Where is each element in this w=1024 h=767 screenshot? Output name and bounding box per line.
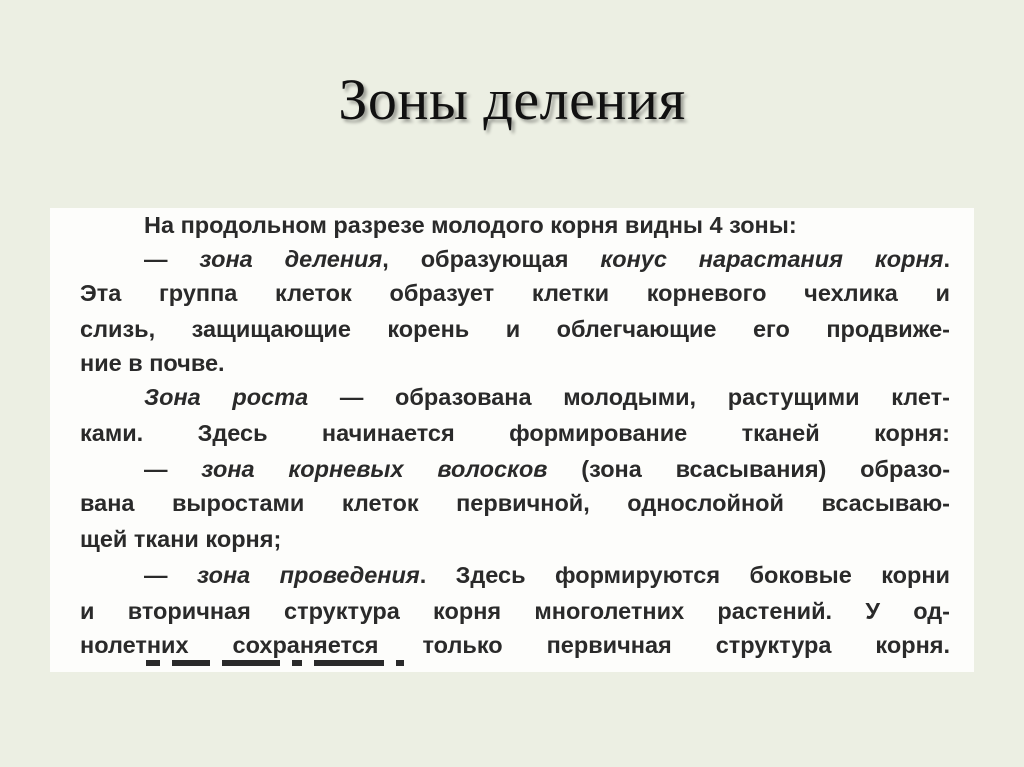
- slide-title: Зоны деления: [338, 67, 686, 132]
- text-run: .: [943, 246, 951, 272]
- scanned-text-image: [50, 208, 974, 672]
- text-line: [80, 242, 950, 276]
- text-line: [80, 594, 950, 628]
- text-run: —: [144, 562, 197, 588]
- text-run: —: [144, 456, 202, 482]
- text-run: , образующая: [382, 246, 601, 272]
- italic-term: конус нарастания корня: [600, 246, 944, 272]
- text-run: (зона всасывания) образо-: [547, 456, 951, 482]
- text-run: вана выростами клеток первичной, однослойной всасываю-: [80, 490, 950, 516]
- text-run: слизь, защищающие корень и облегчающие его продвиже-: [80, 316, 950, 342]
- text-run: Эта группа клеток образует клетки корневого чехлика и: [80, 280, 950, 306]
- text-line: [80, 208, 950, 242]
- text-run: ние в почве.: [80, 350, 225, 376]
- text-run: . Здесь формируются боковые корни: [419, 562, 950, 588]
- text-run: — образована молодыми, растущими клет-: [308, 384, 950, 410]
- italic-term: зона деления: [199, 246, 383, 272]
- text-run: —: [144, 246, 200, 272]
- text-line: [80, 628, 950, 662]
- text-line: [80, 346, 225, 380]
- text-line: [80, 312, 950, 346]
- text-line: [80, 416, 950, 450]
- text-run: На продольном разрезе молодого корня видны 4 зоны:: [144, 212, 797, 238]
- text-line: [80, 452, 950, 486]
- italic-term: зона проведения: [196, 562, 420, 588]
- text-line: [80, 276, 950, 310]
- italic-term: зона корневых волосков: [201, 456, 548, 482]
- text-line: [80, 558, 950, 592]
- text-line: [80, 380, 950, 414]
- text-line: [80, 522, 281, 556]
- cut-off-text-line: [50, 660, 412, 672]
- text-run: ками. Здесь начинается формирование тканей корня:: [80, 420, 950, 446]
- text-run: щей ткани корня;: [80, 526, 282, 552]
- text-run: нолетних сохраняется только первичная структура корня.: [80, 632, 950, 658]
- italic-term: Зона роста: [144, 384, 309, 410]
- text-line: [80, 486, 950, 520]
- text-run: и вторичная структура корня многолетних растений. У од-: [80, 598, 950, 624]
